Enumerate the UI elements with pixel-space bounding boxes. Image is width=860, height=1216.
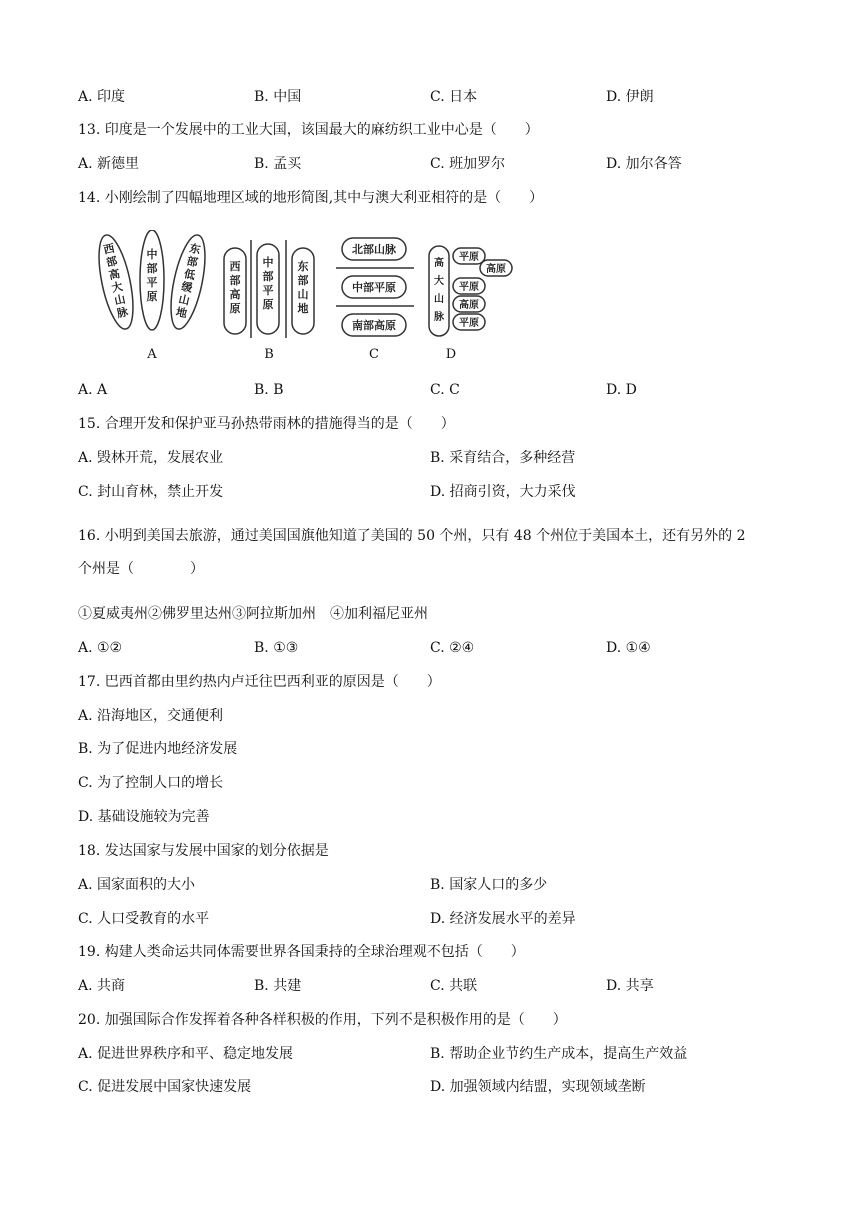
q12-option-c: C. 日本 bbox=[430, 89, 478, 105]
q17-option-a: A. 沿海地区，交通便利 bbox=[78, 708, 224, 724]
q19-option-d: D. 共享 bbox=[606, 978, 654, 994]
q12-option-d: D. 伊朗 bbox=[606, 89, 654, 105]
svg-text:高: 高 bbox=[229, 288, 241, 301]
q13-stem: 13. 印度是一个发展中的工业大国，该国最大的麻纺织工业中心是（ ） bbox=[78, 122, 539, 138]
svg-text:山: 山 bbox=[297, 288, 309, 301]
svg-text:部: 部 bbox=[146, 262, 158, 275]
figure-d-region-label: 平原 bbox=[459, 252, 479, 263]
svg-text:平: 平 bbox=[262, 284, 274, 297]
svg-text:大: 大 bbox=[110, 279, 124, 295]
svg-text:脉: 脉 bbox=[434, 312, 444, 323]
figure-b-west-label bbox=[230, 259, 241, 315]
svg-text:原: 原 bbox=[262, 298, 274, 311]
svg-text:中: 中 bbox=[262, 256, 274, 269]
q19-option-a: A. 共商 bbox=[78, 978, 126, 994]
q16-option-b: B. ①③ bbox=[254, 640, 299, 656]
svg-text:原: 原 bbox=[146, 290, 158, 303]
figure-c-south-label: 南部高原 bbox=[352, 319, 396, 332]
q20-option-d: D. 加强领域内结盟，实现领域垄断 bbox=[430, 1079, 646, 1095]
q18-option-d: D. 经济发展水平的差异 bbox=[430, 911, 576, 927]
svg-text:部: 部 bbox=[185, 254, 199, 270]
svg-text:低: 低 bbox=[182, 267, 197, 283]
svg-text:部: 部 bbox=[262, 270, 274, 283]
svg-text:大: 大 bbox=[434, 276, 444, 287]
q20-option-b: B. 帮助企业节约生产成本，提高生产效益 bbox=[430, 1046, 688, 1062]
figure-d-region-label: 平原 bbox=[459, 318, 479, 329]
svg-text:平: 平 bbox=[146, 276, 158, 289]
figure-d-region-label: 高原 bbox=[486, 264, 506, 275]
q15-option-b: B. 采育结合，多种经营 bbox=[430, 450, 576, 466]
q18-option-b: B. 国家人口的多少 bbox=[430, 877, 548, 893]
q17-option-d: D. 基础设施较为完善 bbox=[78, 809, 210, 825]
svg-text:山: 山 bbox=[113, 292, 127, 308]
q16-option-c: C. ②④ bbox=[430, 640, 475, 656]
q14-option-b: B. B bbox=[254, 382, 284, 398]
svg-text:部: 部 bbox=[297, 274, 309, 287]
q14-option-a: A. A bbox=[78, 382, 108, 398]
q16-option-d: D. ①④ bbox=[606, 640, 651, 656]
svg-text:部: 部 bbox=[229, 274, 241, 287]
q14-option-d: D. D bbox=[606, 382, 637, 398]
terrain-sketch-figure bbox=[96, 230, 526, 370]
svg-text:缓: 缓 bbox=[180, 279, 194, 295]
q12-option-b: B. 中国 bbox=[254, 89, 302, 105]
q20-option-c: C. 促进发展中国家快速发展 bbox=[78, 1079, 252, 1095]
q18-stem: 18. 发达国家与发展中国家的划分依据是 bbox=[78, 843, 329, 859]
figure-label-b: B bbox=[264, 347, 274, 362]
svg-text:中: 中 bbox=[146, 248, 158, 261]
q13-option-a: A. 新德里 bbox=[78, 156, 140, 172]
svg-text:东: 东 bbox=[297, 260, 309, 273]
figure-a-east-label bbox=[175, 241, 202, 321]
figure-c-north-label: 北部山脉 bbox=[352, 243, 396, 256]
figure-b-central-label bbox=[263, 255, 274, 311]
q18-option-c: C. 人口受教育的水平 bbox=[78, 911, 210, 927]
svg-text:部: 部 bbox=[105, 254, 119, 270]
q17-stem: 17. 巴西首都由里约热内卢迁往巴西利亚的原因是（ ） bbox=[78, 674, 441, 690]
q20-stem: 20. 加强国际合作发挥着各种各样积极的作用，下列不是积极作用的是（ ） bbox=[78, 1012, 567, 1028]
svg-text:高: 高 bbox=[107, 267, 122, 283]
q15-stem: 15. 合理开发和保护亚马孙热带雨林的措施得当的是（ ） bbox=[78, 416, 455, 432]
svg-text:东: 东 bbox=[188, 241, 202, 257]
q16-option-a: A. ①② bbox=[78, 640, 123, 656]
q16-stem-line1: 16. 小明到美国去旅游，通过美国国旗他知道了美国的 50 个州，只有 48 个州位于美国本土，还有另外的 2 bbox=[78, 528, 746, 544]
figure-c-central-label: 中部平原 bbox=[352, 281, 396, 294]
svg-text:地: 地 bbox=[297, 302, 309, 315]
q12-option-a: A. 印度 bbox=[78, 89, 126, 105]
q15-option-a: A. 毁林开荒，发展农业 bbox=[78, 450, 224, 466]
q19-option-b: B. 共建 bbox=[254, 978, 302, 994]
figure-label-c: C bbox=[369, 347, 379, 362]
figure-d-region-label: 平原 bbox=[459, 282, 479, 293]
q17-option-b: B. 为了促进内地经济发展 bbox=[78, 741, 238, 757]
q16-stem-line2: 个州是（ ） bbox=[78, 561, 204, 577]
q14-stem: 14. 小刚绘制了四幅地理区域的地形简图,其中与澳大利亚相符的是（ ） bbox=[78, 190, 544, 206]
svg-text:原: 原 bbox=[229, 302, 241, 315]
svg-text:西: 西 bbox=[102, 241, 116, 257]
svg-text:脉: 脉 bbox=[115, 305, 130, 321]
q18-option-a: A. 国家面积的大小 bbox=[78, 877, 196, 893]
figure-label-d: D bbox=[445, 347, 457, 362]
q15-option-d: D. 招商引资，大力采伐 bbox=[430, 484, 576, 500]
svg-text:高: 高 bbox=[434, 258, 444, 269]
figure-b-east-label bbox=[298, 259, 309, 315]
q13-option-b: B. 孟买 bbox=[254, 156, 302, 172]
q17-option-c: C. 为了控制人口的增长 bbox=[78, 775, 224, 791]
q13-option-c: C. 班加罗尔 bbox=[430, 156, 506, 172]
q15-option-c: C. 封山育林，禁止开发 bbox=[78, 484, 224, 500]
q13-option-d: D. 加尔各答 bbox=[606, 156, 682, 172]
svg-text:山: 山 bbox=[434, 294, 444, 305]
q19-option-c: C. 共联 bbox=[430, 978, 478, 994]
svg-text:西: 西 bbox=[229, 260, 241, 273]
figure-d-mountain-label bbox=[434, 256, 445, 323]
figure-a-west-label bbox=[102, 241, 130, 321]
figure-d-region-label: 高原 bbox=[459, 300, 479, 311]
q20-option-a: A. 促进世界秩序和平、稳定地发展 bbox=[78, 1046, 294, 1062]
svg-text:山: 山 bbox=[177, 292, 191, 308]
figure-a-central-label bbox=[147, 247, 158, 303]
svg-text:地: 地 bbox=[174, 305, 189, 321]
figure-label-a: A bbox=[147, 347, 157, 362]
q19-stem: 19. 构建人类命运共同体需要世界各国秉持的全球治理观不包括（ ） bbox=[78, 944, 525, 960]
q16-items: ①夏威夷州②佛罗里达州③阿拉斯加州 ④加利福尼亚州 bbox=[78, 606, 428, 622]
q14-option-c: C. C bbox=[430, 382, 460, 398]
